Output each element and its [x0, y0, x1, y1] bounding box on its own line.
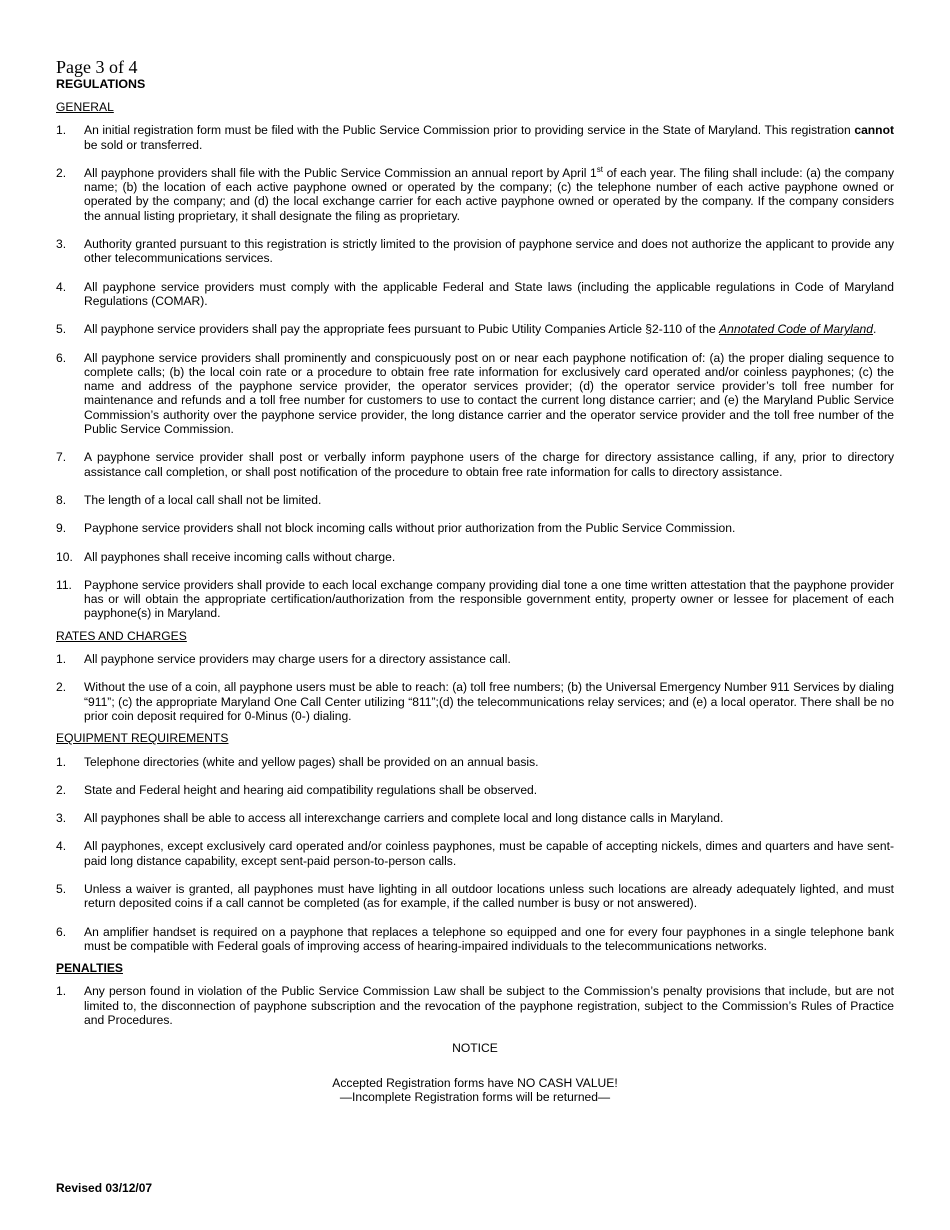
item-number: 4.: [56, 839, 67, 854]
item-text: Any person found in violation of the Public Service Commission Law shall be subject to the Commission’s penalty provisions that include, but are not limited to, the disconnection of payphone subscription and the revocation of the payphone registration, subject to the Commission’s Rules of Practice and Procedures.: [84, 984, 894, 1028]
item-number: 4.: [56, 279, 67, 294]
item-number: 5.: [56, 322, 67, 337]
item-citation: Annotated Code of Maryland: [719, 322, 874, 337]
page-number: Page 3 of 4: [56, 57, 138, 77]
item-text: Without the use of a coin, all payphone users must be able to reach: (a) toll free numbers; (b) the Universal Emergency Number 911 Services by dialing “911”; (c) the appropriate Maryland One Call Center utilizing “811”;(d) the telecommunications relay services; and (e) a local operator. There shall be no prior coin deposit required for 0-Minus (0-) dialing.: [84, 680, 894, 723]
item-number: 1.: [56, 123, 67, 138]
item-number: 5.: [56, 881, 67, 896]
notice-line: Accepted Registration forms have NO CASH VALUE!: [332, 1075, 618, 1090]
section-heading-equipment: EQUIPMENT REQUIREMENTS: [56, 731, 229, 746]
item-text: be sold or transferred.: [84, 137, 203, 152]
item-text: All payphone service providers may charge users for a directory assistance call.: [84, 652, 511, 667]
document-page: [56, 58, 894, 1104]
list-item: [56, 166, 894, 223]
list-item: [56, 652, 894, 666]
item-number: 6.: [56, 350, 67, 365]
item-text: All payphone service providers must comply with the applicable Federal and State laws (including the applicable regulations in Code of Maryland Regulations (COMAR).: [84, 279, 894, 308]
item-number: 3.: [56, 237, 67, 252]
list-item: [56, 839, 894, 868]
section-heading-rates: RATES AND CHARGES: [56, 628, 187, 643]
list-item: [56, 811, 894, 825]
item-number: 6.: [56, 924, 67, 939]
item-number: 10.: [56, 549, 73, 564]
item-text: Authority granted pursuant to this registration is strictly limited to the provision of payphone service and does not authorize the applicant to provide any other telecommunications services.: [84, 237, 894, 266]
section-heading-penalties: PENALTIES: [56, 961, 123, 976]
list-item: [56, 882, 894, 911]
list-item: [56, 280, 894, 309]
section-heading-general: GENERAL: [56, 100, 114, 114]
item-text: Unless a waiver is granted, all payphones must have lighting in all outdoor locations unless such locations are already adequately lighted, and must return deposited coins if a call cannot be completed (as for example, if the called number is busy or not answered).: [84, 881, 894, 911]
list-item: [56, 755, 894, 769]
list-item: [56, 351, 894, 437]
revision-date: Revised 03/12/07: [56, 1181, 153, 1195]
list-item: [56, 493, 894, 507]
item-number: 2.: [56, 782, 67, 797]
item-emphasis: cannot: [854, 123, 894, 138]
notice-body: [56, 1076, 894, 1105]
item-text: A payphone service provider shall post or verbally inform payphone users of the charge for directory assistance calling, if any, prior to directory assistance call completion, or shall post notification of the procedure to obtain free rate information for calls to directory assistance.: [84, 450, 894, 479]
list-item: [56, 680, 894, 723]
item-number: 3.: [56, 811, 67, 826]
item-text: All payphones shall receive incoming calls without charge.: [84, 549, 396, 564]
item-text: .: [873, 322, 877, 337]
item-number: 9.: [56, 521, 67, 536]
item-text: All payphone providers shall file with the Public Service Commission an annual report by April 1: [84, 165, 597, 180]
item-text: State and Federal height and hearing aid compatibility regulations shall be observed.: [84, 782, 538, 797]
item-number: 2.: [56, 680, 67, 695]
item-text: Telephone directories (white and yellow pages) shall be provided on an annual basis.: [84, 754, 539, 769]
item-number: 7.: [56, 450, 67, 465]
page-title: REGULATIONS: [56, 77, 146, 91]
item-number: 1.: [56, 754, 67, 769]
list-item: [56, 521, 894, 535]
item-number: 2.: [56, 165, 67, 180]
item-superscript: st: [596, 164, 603, 174]
list-item: [56, 123, 894, 152]
item-text: An amplifier handset is required on a payphone that replaces a telephone so equipped and one for every four payphones in a single telephone bank must be compatible with Federal goals of improving access of hearing-impaired individuals to the telecommunications networks.: [84, 924, 894, 953]
item-text: All payphone service providers shall pay the appropriate fees pursuant to Pubic Utility Companies Article §2-110 of the: [84, 322, 720, 337]
item-text: All payphones, except exclusively card operated and/or coinless payphones, must be capable of accepting nickels, dimes and quarters and have sent-paid long distance capability, except sent-paid person-to-person calls.: [84, 839, 894, 868]
list-item: [56, 450, 894, 479]
list-item: [56, 237, 894, 266]
notice-title: NOTICE: [452, 1041, 498, 1056]
list-item: [56, 578, 894, 621]
item-number: 1.: [56, 984, 67, 999]
item-text: The length of a local call shall not be limited.: [84, 492, 322, 507]
list-item: [56, 925, 894, 954]
list-item: [56, 783, 894, 797]
item-number: 11.: [56, 577, 72, 592]
item-number: 1.: [56, 652, 67, 667]
item-text: Payphone service providers shall provide to each local exchange company providing dial tone a one time written attestation that the payphone provider has or will obtain the appropriate certification/authorization from the responsible government entity, property owner or lessee for placement of each payphone(s) in Maryland.: [84, 577, 894, 621]
item-text: Payphone service providers shall not block incoming calls without prior authorization from the Public Service Commission.: [84, 521, 736, 536]
item-text: of each year. The filing shall include: (a) the company name; (b) the location of each active payphone owned or operated by the company; (c) the telephone number of each active payphone owned or operated by the company; and (d) the local exchange carrier for each active payphone owned or operated by the company. If the company considers the annual listing proprietary, it shall designate the filing as proprietary.: [84, 165, 894, 223]
item-text: An initial registration form must be filed with the Public Service Commission prior to providing service in the State of Maryland. This registration: [84, 123, 855, 138]
notice-line: —Incomplete Registration forms will be returned—: [339, 1089, 611, 1104]
item-number: 8.: [56, 492, 67, 507]
list-item: [56, 550, 894, 564]
item-text: All payphone service providers shall prominently and conspicuously post on or near each payphone notification of: (a) the proper dialing sequence to complete calls; (b) the local coin rate or a procedure to obtain free rate information for exclusively card operated and/or coinless payphones; (c) the name and address of the payphone service provider, the operator services provider; (d) the operator service provider’s toll free number for maintenance and refunds and a toll free number for customers to use to contact the current long distance carrier; and (e) the Maryland Public Service Commission’s authority over the payphone service provider, the long distance carrier and the operator service provider and the toll free number of the Public Service Commission.: [84, 350, 894, 437]
list-item: [56, 322, 894, 336]
item-text: All payphones shall be able to access all interexchange carriers and complete local and long distance calls in Maryland.: [84, 811, 724, 826]
list-item: [56, 984, 894, 1027]
